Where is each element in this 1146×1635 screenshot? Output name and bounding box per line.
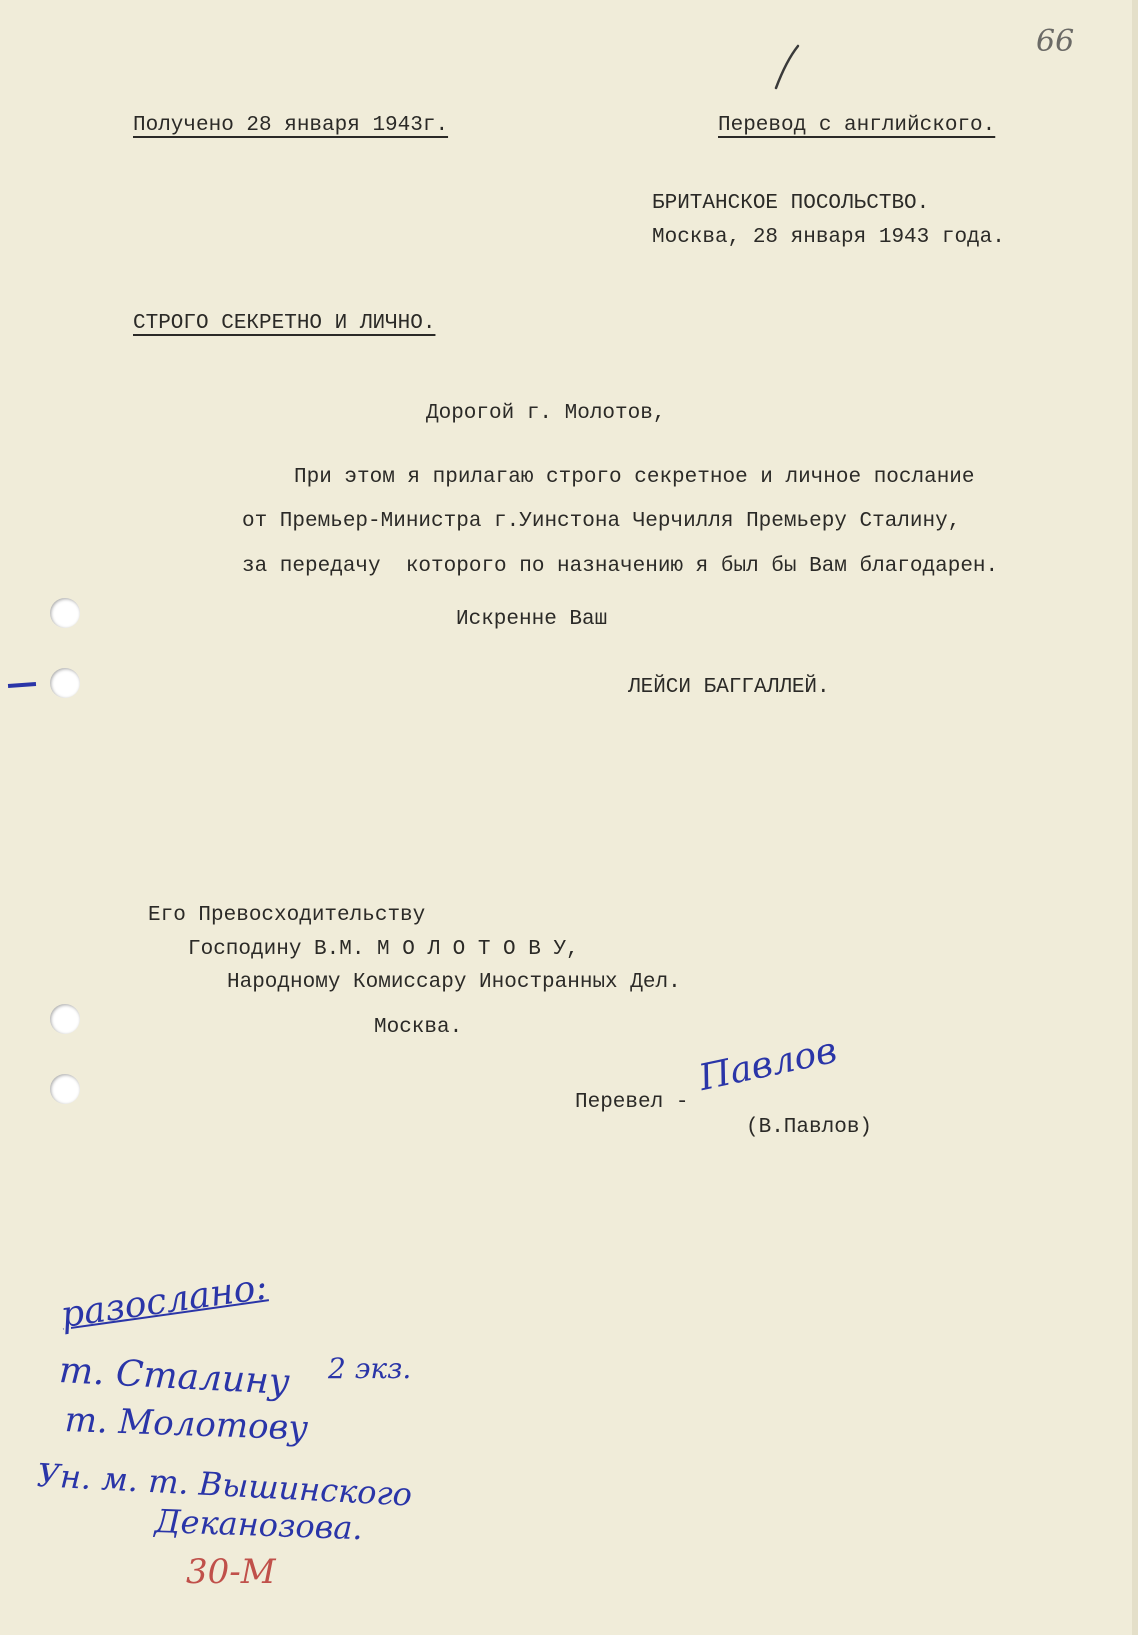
punch-hole <box>50 668 80 698</box>
addressee-name: Господину В.М. М О Л О Т О В У, <box>188 938 579 961</box>
salutation: Дорогой г. Молотов, <box>426 402 666 425</box>
page-number: 66 <box>1036 24 1075 59</box>
classification-mark: СТРОГО СЕКРЕТНО И ЛИЧНО. <box>133 312 436 335</box>
place-date: Москва, 28 января 1943 года. <box>652 226 1005 249</box>
received-date: Получено 28 января 1943г. <box>133 114 449 137</box>
translator-name: (В.Павлов) <box>746 1116 873 1139</box>
punch-hole <box>50 1004 80 1034</box>
punch-hole <box>50 1074 80 1104</box>
handwritten-copies: 2 экз. <box>328 1352 412 1385</box>
punch-hole <box>50 598 80 628</box>
handwritten-note-line: Ун. м. т. Вышинского <box>36 1456 413 1514</box>
addressee-title: Его Превосходительству <box>148 904 426 927</box>
handwritten-note-line: т. Молотову <box>64 1400 309 1449</box>
body-line: от Премьер-Министра г.Уинстона Черчилля Премьеру Сталину, <box>242 510 961 533</box>
red-pencil-code: 30-М <box>186 1552 276 1592</box>
addressee-city: Москва. <box>374 1016 463 1039</box>
handwritten-note-line: Деканозова. <box>154 1502 364 1548</box>
translation-note: Перевод с английского. <box>718 114 996 137</box>
translator-label: Перевел - <box>575 1091 689 1114</box>
embassy-name: БРИТАНСКОЕ ПОСОЛЬСТВО. <box>652 192 930 215</box>
closing: Искренне Ваш <box>456 608 608 631</box>
handwritten-note-line: разослано: <box>58 1266 270 1336</box>
body-line: При этом я прилагаю строго секретное и личное послание <box>294 466 975 489</box>
addressee-position: Народному Комиссару Иностранных Дел. <box>227 971 681 994</box>
handwritten-note-line: т. Сталину <box>58 1350 291 1404</box>
body-line: за передачу которого по назначению я был бы Вам благодарен. <box>242 555 999 578</box>
pencil-tick-mark <box>772 42 802 92</box>
translator-signature: Павлов <box>695 1029 841 1099</box>
margin-mark <box>8 682 36 688</box>
signatory: ЛЕЙСИ БАГГАЛЛЕЙ. <box>628 676 830 699</box>
